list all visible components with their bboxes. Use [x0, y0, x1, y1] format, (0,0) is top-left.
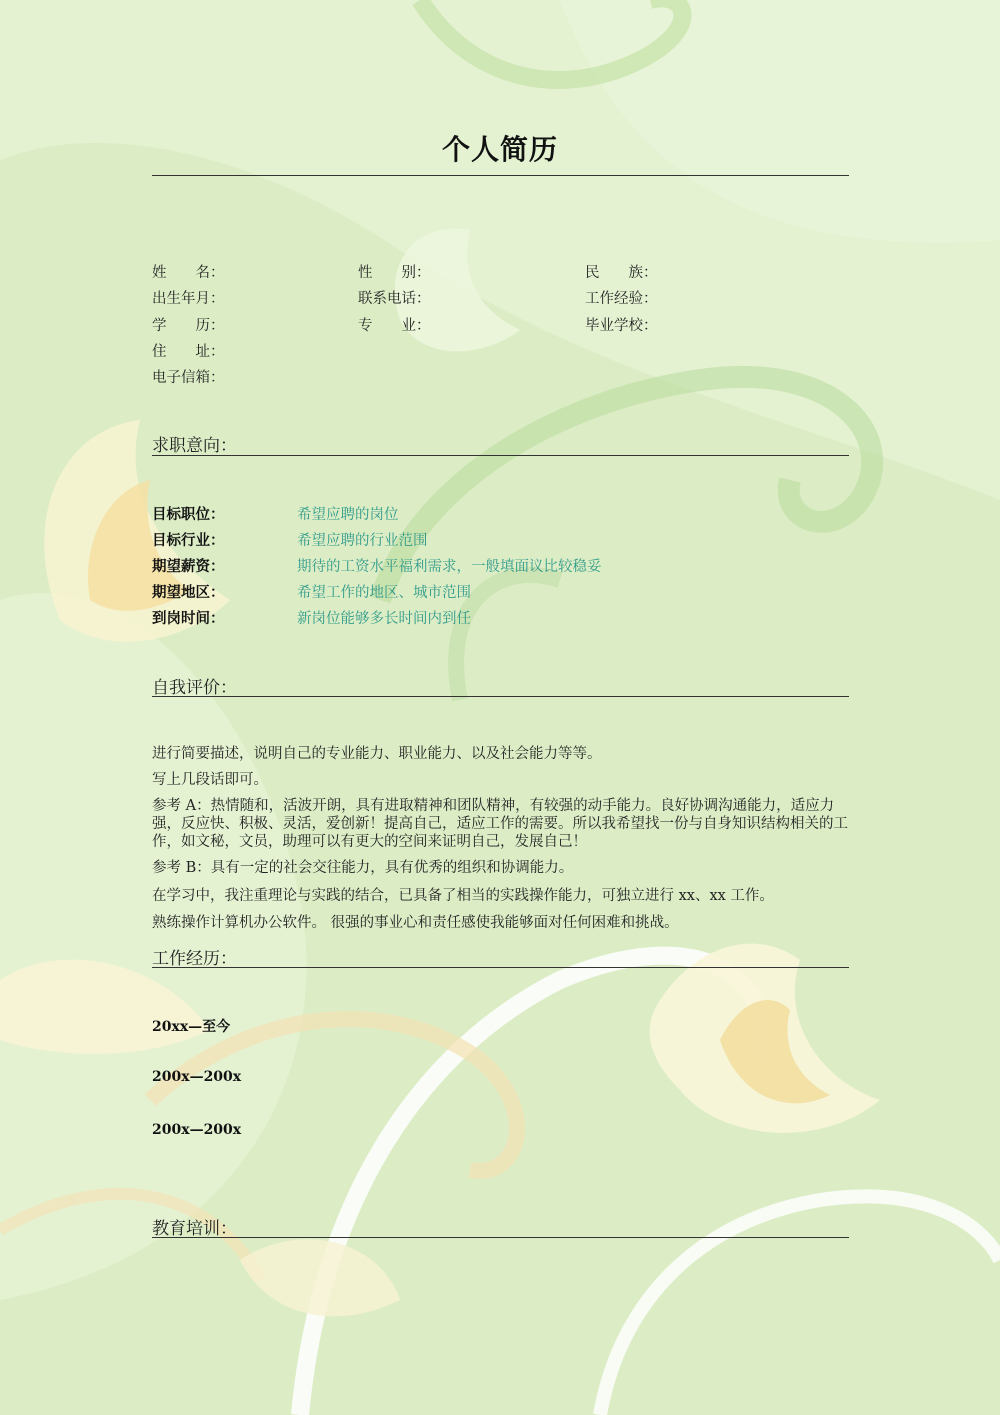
evaluation-paragraph: 进行简要描述，说明自己的专业能力、职业能力、以及社会能力等等。	[152, 746, 602, 762]
education-divider	[152, 1237, 849, 1238]
page-title: 个人简历	[441, 133, 558, 166]
intent-label: 目标行业：	[152, 532, 225, 549]
intent-label: 到岗时间：	[152, 610, 225, 627]
birth-label: 出生年月：	[152, 291, 225, 307]
title-divider	[152, 175, 849, 176]
work-experience-heading: 工作经历：	[152, 949, 237, 969]
school-label: 毕业学校：	[585, 318, 658, 334]
job-intent-heading: 求职意向：	[152, 436, 237, 456]
evaluation-paragraph: 参考 B：具有一定的社会交往能力，具有优秀的组织和协调能力。	[152, 860, 574, 876]
ethnicity-label: 民 族：	[585, 265, 658, 281]
work-experience-divider	[152, 967, 849, 968]
self-evaluation-heading: 自我评价：	[152, 678, 237, 698]
major-label: 专 业：	[358, 318, 431, 334]
work-period: 20xx—至今	[152, 1019, 231, 1035]
intent-value: 期待的工资水平福利需求，一般填面议比较稳妥	[297, 559, 602, 575]
self-evaluation-divider	[152, 696, 849, 697]
education-heading: 教育培训：	[152, 1219, 237, 1239]
job-intent-divider	[152, 455, 849, 456]
address-label: 住 址：	[152, 344, 225, 360]
intent-value: 希望应聘的行业范围	[297, 533, 428, 549]
intent-label: 期望薪资：	[152, 558, 225, 575]
experience-label: 工作经验：	[585, 291, 658, 307]
evaluation-paragraph: 熟练操作计算机办公软件。 很强的事业心和责任感使我能够面对任何困难和挑战。	[152, 915, 679, 931]
intent-value: 希望应聘的岗位	[297, 507, 399, 523]
name-label: 姓 名：	[152, 265, 225, 281]
evaluation-paragraph: 在学习中，我注重理论与实践的结合，已具备了相当的实践操作能力，可独立进行 xx、xx 工作。	[152, 888, 774, 904]
phone-label: 联系电话：	[358, 291, 431, 307]
intent-label: 目标职位：	[152, 506, 225, 523]
email-label: 电子信箱：	[152, 370, 225, 386]
education-label: 学 历：	[152, 318, 225, 334]
intent-value: 希望工作的地区、城市范围	[297, 585, 471, 601]
evaluation-paragraph: 写上几段话即可。	[152, 772, 268, 788]
gender-label: 性 别：	[358, 265, 431, 281]
intent-value: 新岗位能够多长时间内到任	[297, 611, 471, 627]
work-period: 200x—200x	[152, 1122, 242, 1138]
evaluation-paragraph: 参考 A：热情随和，活波开朗，具有进取精神和团队精神，有较强的动手能力。良好协调沟通能力，适应力强，反应快、积极、灵活，爱创新！提高自己，适应工作的需要。所以我希望找一份与自身知识结构相关的工作，如文秘，文员，助理可以有更大的空间来证明自己，发展自己！	[152, 798, 848, 850]
intent-label: 期望地区：	[152, 584, 225, 601]
work-period: 200x—200x	[152, 1069, 242, 1085]
